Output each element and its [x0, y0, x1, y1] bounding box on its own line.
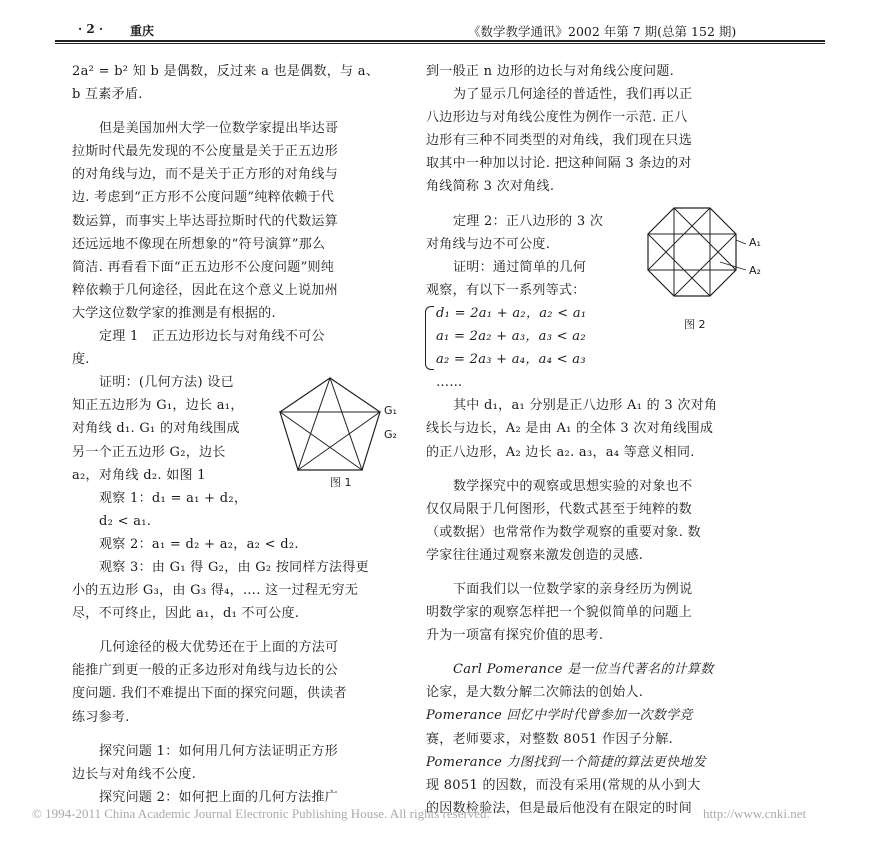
- text-line: 但是美国加州大学一位数学家提出毕达哥: [99, 121, 339, 137]
- equation: d₁ = 2a₁ + a₂，a₂ < a₁: [436, 305, 587, 321]
- text-line: 的正八边形，A₂ 边长 a₂. a₃，a₄ 等意义相同.: [426, 444, 695, 460]
- text-line: 尽，不可终止，因此 a₁，d₁ 不可公度.: [72, 606, 300, 622]
- figure-2-octagon: [640, 200, 750, 305]
- text-line: 能推广到更一般的正多边形对角线与边长的公: [72, 663, 339, 679]
- text-line: 边形有三种不同类型的对角线，我们现在只选: [426, 133, 693, 149]
- fig2-label-a1: A₁: [749, 236, 761, 249]
- text-line: （或数据）也常常作为数学观察的重要对象. 数: [426, 524, 701, 540]
- text-line: 小的五边形 G₃，由 G₃ 得₄，…. 这一过程无穷无: [72, 583, 359, 599]
- text-line: 现 8051 的因数，而没有采用(常规的从小到大: [426, 777, 701, 793]
- text-line: a₂，对角线 d₂. 如图 1: [72, 467, 206, 483]
- text-line: 数学探究中的观察或思想实验的对象也不: [453, 478, 693, 494]
- text-line: 边. 考虑到“正方形不公度问题”纯粹依赖于代: [72, 190, 335, 206]
- copyright-footer: © 1994-2011 China Academic Journal Electronic Publishing House. All rights reserved.: [32, 806, 490, 821]
- ellipsis: ……: [436, 375, 463, 391]
- text-line: 练习参考.: [72, 709, 130, 725]
- figure-2-caption: 图 2: [684, 318, 706, 331]
- proof-label: 证明：(几何方法) 设已: [99, 375, 234, 391]
- text-line: 对角线与边不可公度.: [426, 236, 551, 252]
- equation-system: [426, 302, 766, 394]
- text-line: 升为一项富有探究价值的思考.: [426, 628, 604, 644]
- text-line: 拉斯时代最先发现的不公度量是关于正五边形: [72, 144, 339, 160]
- text-line: 观察，有以下一系列等式：: [426, 282, 586, 298]
- proof-label: 证明：通过简单的几何: [453, 259, 587, 275]
- text-line: 仅仅局限于几何图形，代数式甚至于纯粹的数: [426, 501, 693, 517]
- text-line: Pomerance 力图找到一个简捷的算法更快地发: [426, 754, 707, 770]
- brace: [425, 306, 434, 370]
- theorem-2: 定理 2：正八边形的 3 次: [453, 213, 604, 229]
- text-line: 数运算，而事实上毕达哥拉斯时代的代数运算: [72, 213, 339, 229]
- text-line: b 互素矛盾.: [72, 87, 143, 103]
- text-line: 度.: [72, 352, 90, 368]
- text-line: 知正五边形为 G₁，边长 a₁，: [72, 398, 244, 414]
- text-line: 大学这位数学家的推测是有根据的.: [72, 305, 276, 321]
- text-line: 度问题. 我们不难提出下面的探究问题，供读者: [72, 686, 347, 702]
- text-line: 线长与边长，A₂ 是由 A₁ 的全体 3 次对角线围成: [426, 421, 714, 437]
- figure-1-pentagon: [270, 370, 410, 480]
- observation-1: 观察 1：d₁ = a₁ + d₂，: [99, 490, 248, 506]
- text-line: 论家，是大数分解二次筛法的创始人.: [426, 685, 644, 701]
- text-line: 另一个正五边形 G₂，边长: [72, 444, 226, 460]
- text-line: 的因数检验法，但是最后他没有在限定的时间: [426, 800, 693, 816]
- text-line: 八边形边与对角线公度性为例作一示范. 正八: [426, 110, 688, 126]
- text-line: d₂ < a₁.: [99, 513, 152, 529]
- text-line: Carl Pomerance 是一位当代著名的计算数: [453, 662, 714, 678]
- fig1-label-g2: G₂: [384, 428, 397, 441]
- journal-title: 《数学教学通讯》2002 年第 7 期(总第 152 期): [468, 24, 737, 39]
- text-line: 对角线 d₁. G₁ 的对角线围成: [72, 421, 240, 437]
- text-line: 粹依赖于几何途径，因此在这个意义上说加州: [72, 282, 339, 298]
- page-number: · 2 ·: [78, 22, 104, 36]
- theorem-1: 定理 1 正五边形边长与对角线不可公: [99, 329, 325, 345]
- text-line: 简洁. 再看看下面“正五边形不公度问题”则纯: [72, 259, 335, 275]
- text-line: 还远远地不像现在所想象的“符号演算”那么: [72, 236, 326, 252]
- text-line: 边长与对角线不公度.: [72, 766, 197, 782]
- text-line: 的对角线与边，而不是关于正方形的对角线与: [72, 167, 339, 183]
- cnki-link[interactable]: http://www.cnki.net: [703, 806, 807, 821]
- exploration-2: 探究问题 2：如何把上面的几何方法推广: [99, 789, 339, 805]
- figure-1-caption: 图 1: [330, 476, 352, 489]
- equation: a₂ = 2a₃ + a₄，a₄ < a₃: [436, 352, 586, 368]
- text-line: 学家往往通过观察来激发创造的灵感.: [426, 547, 644, 563]
- text-line: 几何途径的极大优势还在于上面的方法可: [99, 640, 339, 656]
- text-line: 为了显示几何途径的普适性，我们再以正: [453, 87, 693, 103]
- fig1-label-g1: G₁: [384, 404, 397, 417]
- text-line: 取其中一种加以讨论. 把这种间隔 3 条边的对: [426, 156, 692, 172]
- text-line: 其中 d₁，a₁ 分别是正八边形 A₁ 的 3 次对角: [453, 398, 718, 414]
- text-line: 角线简称 3 次对角线.: [426, 179, 555, 195]
- text-line: 赛，老师要求，对整数 8051 作因子分解.: [426, 731, 674, 747]
- text-line: 到一般正 n 边形的边长与对角线公度问题.: [426, 64, 675, 79]
- exploration-1: 探究问题 1：如何用几何方法证明正方形: [99, 743, 339, 759]
- text-line: 明数学家的观察怎样把一个貌似简单的问题上: [426, 605, 693, 621]
- observation-3: 观察 3：由 G₁ 得 G₂，由 G₂ 按同样方法得更: [99, 559, 369, 575]
- text-line: 下面我们以一位数学家的亲身经历为例说: [453, 581, 693, 597]
- right-column: [426, 60, 766, 820]
- text-line: 2a² = b² 知 b 是偶数，反过来 a 也是偶数，与 a、: [72, 64, 380, 79]
- header-rule: [55, 40, 825, 44]
- text-line: Pomerance 回忆中学时代曾参加一次数学竞: [426, 708, 693, 724]
- header-place: 重庆: [130, 24, 155, 38]
- observation-2: 观察 2：a₁ = d₂ + a₂，a₂ < d₂.: [99, 536, 299, 552]
- fig2-label-a2: A₂: [749, 264, 761, 277]
- equation: a₁ = 2a₂ + a₃，a₃ < a₂: [436, 329, 586, 345]
